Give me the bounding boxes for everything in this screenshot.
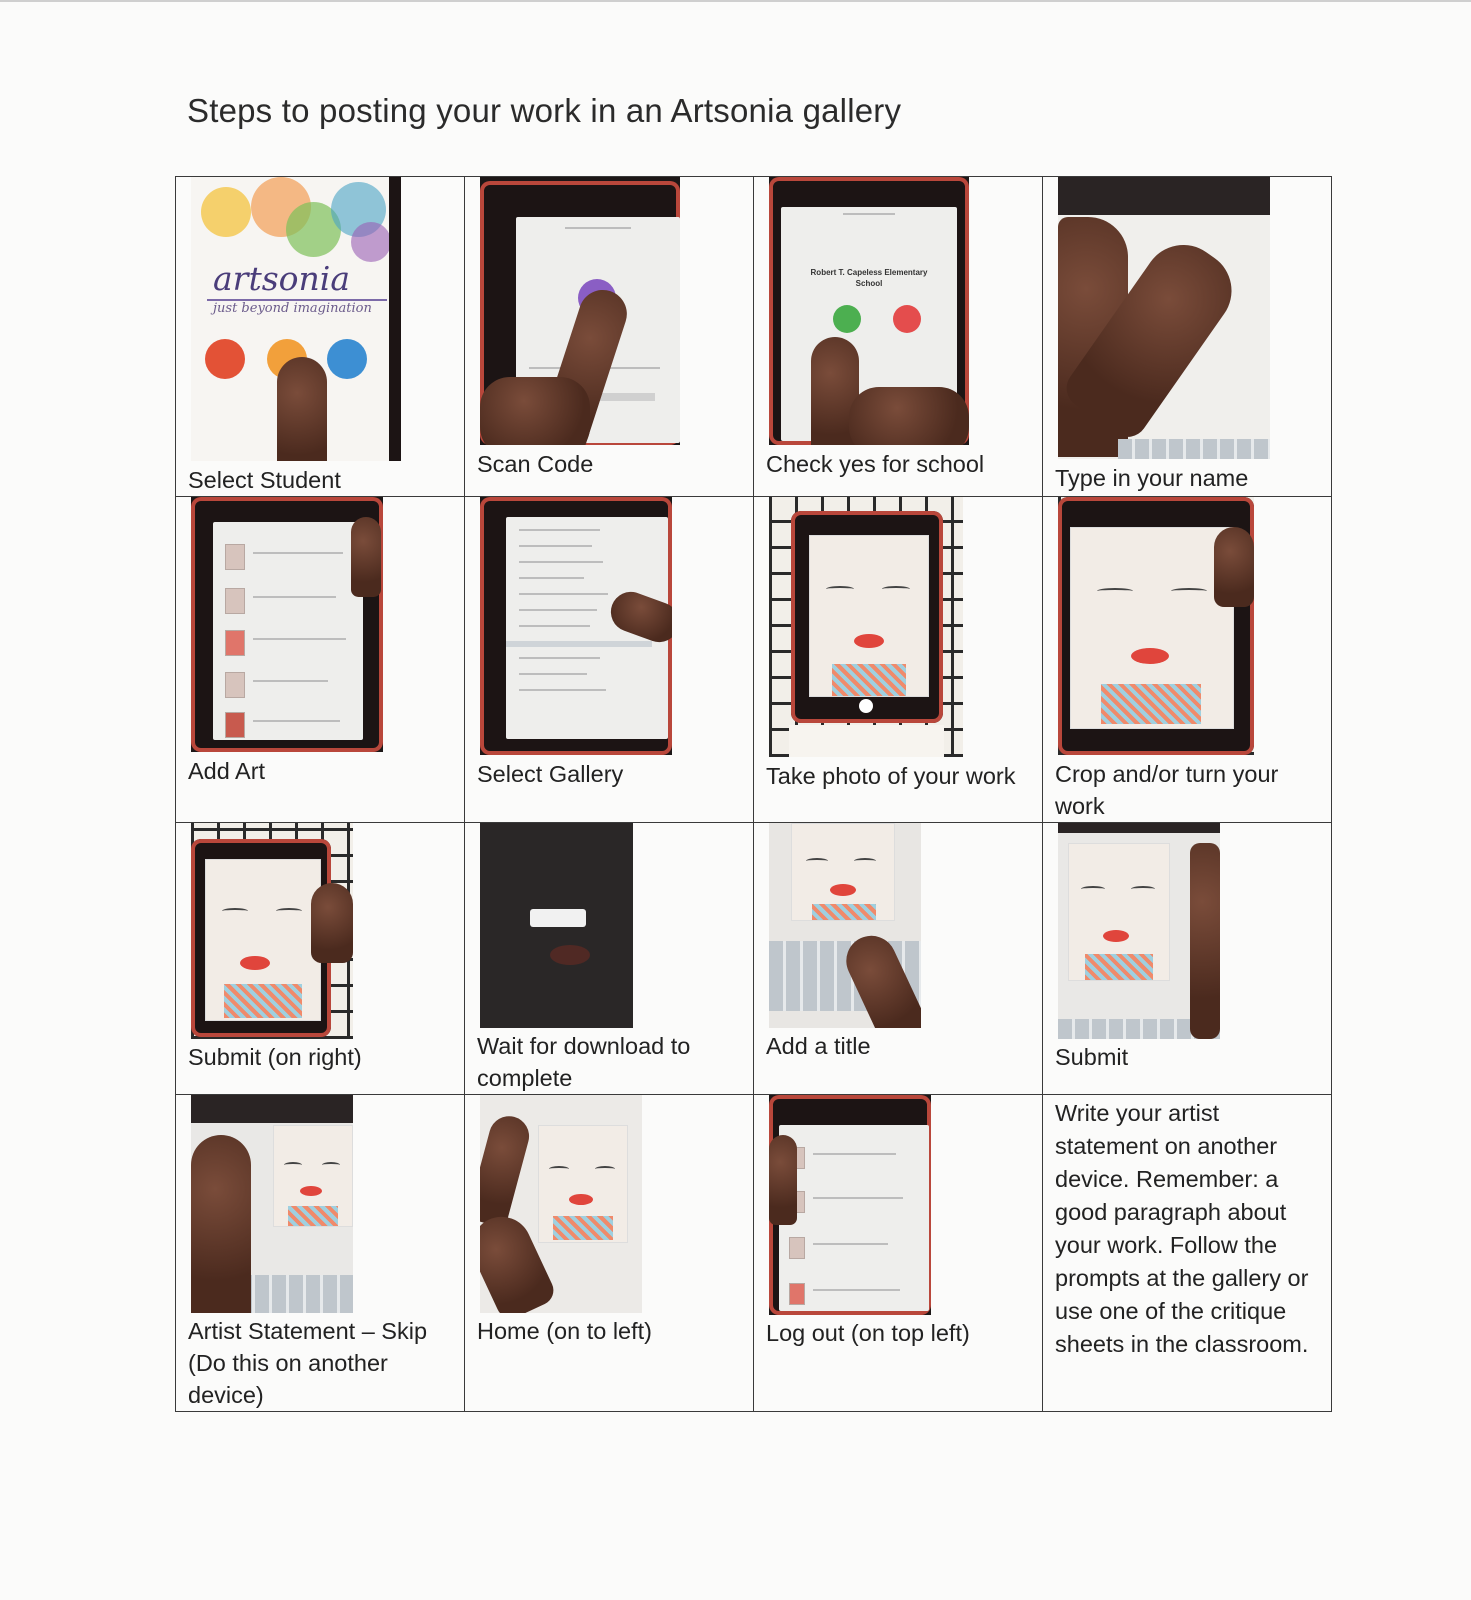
step-cell	[465, 177, 754, 497]
step-cell	[754, 823, 1043, 1095]
step-photo-crop-turn	[1058, 497, 1254, 755]
step-cell	[465, 823, 754, 1095]
step-photo-add-title	[769, 823, 921, 1028]
parent-icon	[327, 339, 367, 379]
step-caption: Select Gallery	[477, 761, 624, 787]
step-cell	[176, 1095, 465, 1412]
step-photo-submit-right	[191, 823, 353, 1039]
step-caption: Log out (on top left)	[766, 1320, 970, 1346]
step-caption: Type in your name	[1055, 465, 1249, 491]
step-cell	[465, 497, 754, 823]
step-caption: Home (on to left)	[477, 1318, 653, 1344]
step-photo-take-photo	[769, 497, 963, 757]
step-photo-artist-statement	[191, 1095, 353, 1313]
step-photo-log-out	[769, 1095, 931, 1315]
step-cell	[754, 497, 1043, 823]
step-caption: Add a title	[766, 1033, 871, 1059]
step-caption: Select Student	[188, 467, 341, 493]
step-photo-scan-code	[480, 177, 680, 445]
step-caption: Add Art	[188, 758, 266, 784]
page-edge	[0, 0, 1471, 2]
step-photo-type-name	[1058, 177, 1270, 459]
step-photo-wait-download	[480, 823, 633, 1028]
page-title: Steps to posting your work in an Artsonia gallery	[187, 92, 902, 129]
step-cell	[1043, 1095, 1332, 1412]
step-cell	[1043, 497, 1332, 823]
step-photo-check-school	[769, 177, 969, 445]
step-photo-select-student: artsonia just beyond imagination	[191, 177, 401, 461]
step-cell	[465, 1095, 754, 1412]
step-cell	[754, 177, 1043, 497]
final-note: Write your artist statement on another device. Remember: a good paragraph about your work. Follow the prompts at the gallery or use one of the critique sheets in the classroom.	[1055, 1100, 1309, 1357]
artsonia-logo: artsonia	[213, 259, 350, 298]
steps-row	[176, 1095, 1332, 1412]
step-cell	[1043, 177, 1332, 497]
step-cell	[176, 497, 465, 823]
step-cell	[754, 1095, 1043, 1412]
step-cell	[1043, 823, 1332, 1095]
step-caption: Take photo of your work	[766, 763, 1016, 789]
steps-row	[176, 823, 1332, 1095]
step-cell	[176, 823, 465, 1095]
step-photo-select-gallery	[480, 497, 672, 755]
steps-table	[175, 176, 1332, 1412]
step-photo-home	[480, 1095, 642, 1313]
step-caption: Crop and/or turn your work	[1055, 761, 1279, 819]
step-photo-submit	[1058, 823, 1220, 1039]
step-photo-add-art	[191, 497, 383, 752]
step-caption: Scan Code	[477, 451, 594, 477]
step-caption: Wait for download to complete	[477, 1033, 691, 1091]
step-caption: Check yes for school	[766, 451, 985, 477]
teacher-icon	[205, 339, 245, 379]
steps-row	[176, 497, 1332, 823]
steps-row	[176, 177, 1332, 497]
step-cell	[176, 177, 465, 497]
step-caption: Submit	[1055, 1044, 1129, 1070]
check-icon	[833, 305, 861, 333]
cross-icon	[893, 305, 921, 333]
step-caption: Submit (on right)	[188, 1044, 362, 1070]
step-caption: Artist Statement – Skip (Do this on another device)	[188, 1318, 428, 1408]
school-name: Robert T. Capeless Elementary School	[810, 268, 928, 288]
